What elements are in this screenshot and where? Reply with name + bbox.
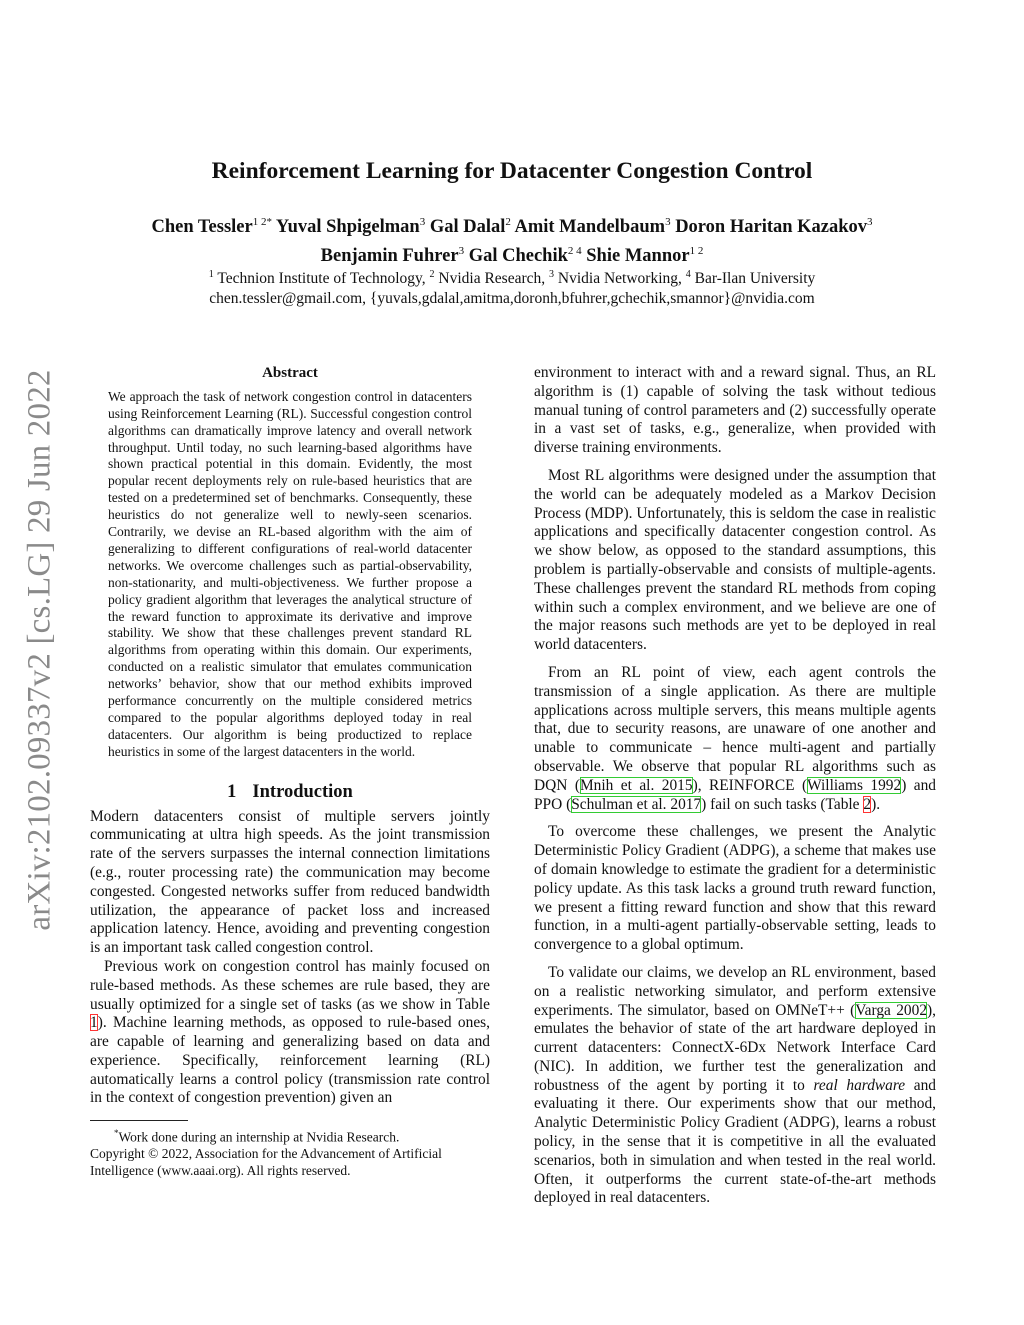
arxiv-id: arXiv:2102.09337v2 [cs.LG] 29 Jun 2022 [21, 369, 58, 931]
author-affil-sup: 1 2 [689, 245, 704, 258]
text-run: ) fail on such tasks (Table [701, 795, 864, 813]
copyright-notice: Copyright © 2022, Association for the Advancement of Artificial Intelligence (www.aaai.org). All rights reserved. [90, 1146, 442, 1178]
author-emails: chen.tessler@gmail.com, {yuvals,gdalal,amitma,doronh,bfuhrer,gchechik,smannor}@nvidia.com [209, 290, 815, 308]
author-name: Shie Mannor [586, 246, 690, 267]
arxiv-sidebar-stamp [12, 360, 68, 940]
author-affil-sup: 3 [867, 216, 873, 228]
author-name: Benjamin Fuhrer [320, 246, 459, 267]
author-name: Doron Haritan Kazakov [675, 217, 868, 238]
text-run: ). Machine learning methods, as opposed to rule-based ones, are capable of learning and generalizing based on data and experience. Specifically, reinforcement learning (RL) automatically learns a control policy (transmission rate control in the context of congestion prevention) given an [90, 1014, 490, 1107]
intro-paragraph-1: Modern datacenters consist of multiple servers jointly communicating at ultra high speeds. As the joint transmission rate of the servers surpasses the internal connection limitations (e.g., router processing rate) the communication may become congested. Congested networks suffer from reduced bandwidth utilization, the appearance of packet loss and increased application latency. Hence, avoiding and preventing congestion is an important task called congestion control. [90, 807, 490, 957]
author-name: Chen Tessler [151, 217, 253, 238]
affiliation-nvidia-research: Nvidia Research, [438, 270, 546, 288]
table-ref-link[interactable]: 2 [863, 795, 872, 813]
affil-sup: 2 [429, 269, 435, 280]
affil-sup: 3 [549, 269, 555, 280]
right-paragraph-5 [534, 964, 936, 1208]
citation-link[interactable]: Schulman et al. 2017 [571, 795, 702, 813]
paper-title: Reinforcement Learning for Datacenter Congestion Control [211, 158, 813, 184]
author-name: Gal Dalal [429, 217, 506, 238]
affiliation-nvidia-networking: Nvidia Networking, [557, 270, 682, 288]
text-run: ) and PPO ( [534, 776, 937, 813]
footnote [90, 1125, 490, 1146]
affiliations [90, 265, 934, 309]
emphasis-text: real hardware [813, 1076, 906, 1094]
citation-link[interactable]: Mnih et al. 2015 [579, 776, 693, 794]
citation-link[interactable]: Varga 2002 [855, 1001, 928, 1019]
footnote-text: Work done during an internship at Nvidia Research. [118, 1129, 400, 1145]
left-column [90, 364, 490, 1179]
affiliation-technion: Technion Institute of Technology, [217, 270, 426, 288]
author-line-2 [90, 239, 934, 268]
text-run: ). [871, 795, 881, 813]
section-heading-introduction [90, 783, 490, 802]
right-paragraph-4: To overcome these challenges, we present the Analytic Deterministic Policy Gradient (ADPG), a scheme that makes use of domain knowledge to estimate the gradient for a deterministic policy update. As this task lacks a ground truth reward function, we present a fitting reward function and show that this reward function, in a multi-agent partially-observable setting, leads to convergence to a global optimum. [534, 823, 936, 954]
right-paragraph-1: environment to interact with and a reward signal. Thus, an RL algorithm is (1) capable of solving the task without tedious manual tuning of control parameters and (2) successfully operate in a vast set of tasks, e.g., generalize, when provided with diverse training environments. [534, 364, 936, 457]
affiliation-bar-ilan: Bar-Ilan University [694, 270, 816, 288]
author-name: Amit Mandelbaum [514, 217, 666, 238]
text-run: and evaluating it there. Our experiments show that our method, Analytic Deterministic Policy Gradient (ADPG), learns a robust policy, in the sense that it is competitive in all the evaluated scenarios, both in simulation and when tested in the real world. Often, it outperforms the current state-of-the-art methods deployed in real datacenters. [534, 1076, 936, 1207]
author-affil-sup: 2 4 [567, 245, 582, 258]
footnote-marker: * [114, 1128, 119, 1139]
table-ref-link[interactable]: 1 [90, 1014, 98, 1032]
affiliation-line [90, 265, 934, 289]
author-name: Yuval Shpigelman [275, 217, 420, 238]
right-paragraph-2: Most RL algorithms were designed under the assumption that the world can be adequately modeled as a Markov Decision Process (MDP). Unfortunately, this is seldom the case in realistic applications and specifically datacenter congestion control. As we show below, as opposed to the standard assumptions, this problem is partially-observable and consists of multiple-agents. These challenges prevent the standard RL methods from coping within such a complex environment, and we believe are one of the major reasons such methods are yet to be deployed in real world datacenters. [534, 466, 936, 654]
author-affil-sup: 3 [665, 216, 671, 228]
text-run: ), REINFORCE ( [692, 776, 808, 794]
section-number: 1 [227, 781, 237, 802]
text-run: Previous work on congestion control has mainly focused on rule-based methods. As these schemes are rule based, they are usually optimized for a single set of tasks (as we show in Table [90, 957, 490, 1013]
right-paragraph-3 [534, 664, 936, 814]
section-title: Introduction [252, 781, 353, 802]
intro-paragraph-2 [90, 958, 490, 1108]
author-affil-sup: 3 [419, 216, 426, 228]
text-run: From an RL point of view, each agent controls the transmission of a single application. As there are multiple applications across multiple servers, this means multiple agents that, due to security reasons, are unaware of one another and unable to communicate – hence multi-agent and partially observable. We observe that popular RL algorithms such as DQN ( [534, 663, 936, 794]
abstract-heading: Abstract [262, 365, 318, 381]
affil-sup: 1 [208, 269, 214, 280]
author-list [90, 210, 934, 268]
footnote-divider [90, 1120, 188, 1121]
citation-link[interactable]: Williams 1992 [807, 776, 902, 794]
author-name: Gal Chechik [468, 246, 568, 267]
author-line-1 [90, 210, 934, 239]
author-affil-sup: 2 [505, 216, 511, 228]
abstract-text: We approach the task of network congestion control in datacenters using Reinforcement Learning (RL). Successful congestion control algorithms can dramatically improve latency and overall network throughput. Until today, no such learning-based algorithms have shown practical potential in this domain. Evidently, the most popular recent deployments rely on rule-based heuristics that are tested on a predetermined set of benchmarks. Consequently, these heuristics do not generalize well to newly-seen scenarios. Contrarily, we devise an RL-based algorithm with the aim of generalizing to different configurations of real-world datacenter networks. We overcome challenges such as partial-observability, non-stationarity, and multi-objectiveness. We further propose a policy gradient algorithm that leverages the analytical structure of the reward function to approximate its derivative and improve stability. We show that these challenges prevent standard RL algorithms from operating within this domain. Our experiments, conducted on a realistic simulator that emulates communication networks’ behavior, show that our method exhibits improved performance concurrently on the multiple considered metrics compared to the popular algorithms deployed today in real datacenters. Our algorithm is being productized to replace heuristics in some of the largest datacenters in the world. [108, 388, 472, 759]
author-affil-sup: 3 [458, 245, 465, 258]
text-run: ), emulates the behavior of state of the art hardware deployed in current datacenters: ConnectX-6Dx Network Interface Card (NIC). In addition, we further test the generalization and robustness of the agent by porting it to [534, 1001, 936, 1094]
author-affil-sup: 1 2* [252, 216, 272, 228]
text-run: To validate our claims, we develop an RL environment, based on a realistic networking simulator, and perform extensive experiments. The simulator, based on OMNeT++ ( [534, 963, 936, 1019]
right-column [534, 364, 936, 1208]
affil-sup: 4 [685, 269, 691, 280]
